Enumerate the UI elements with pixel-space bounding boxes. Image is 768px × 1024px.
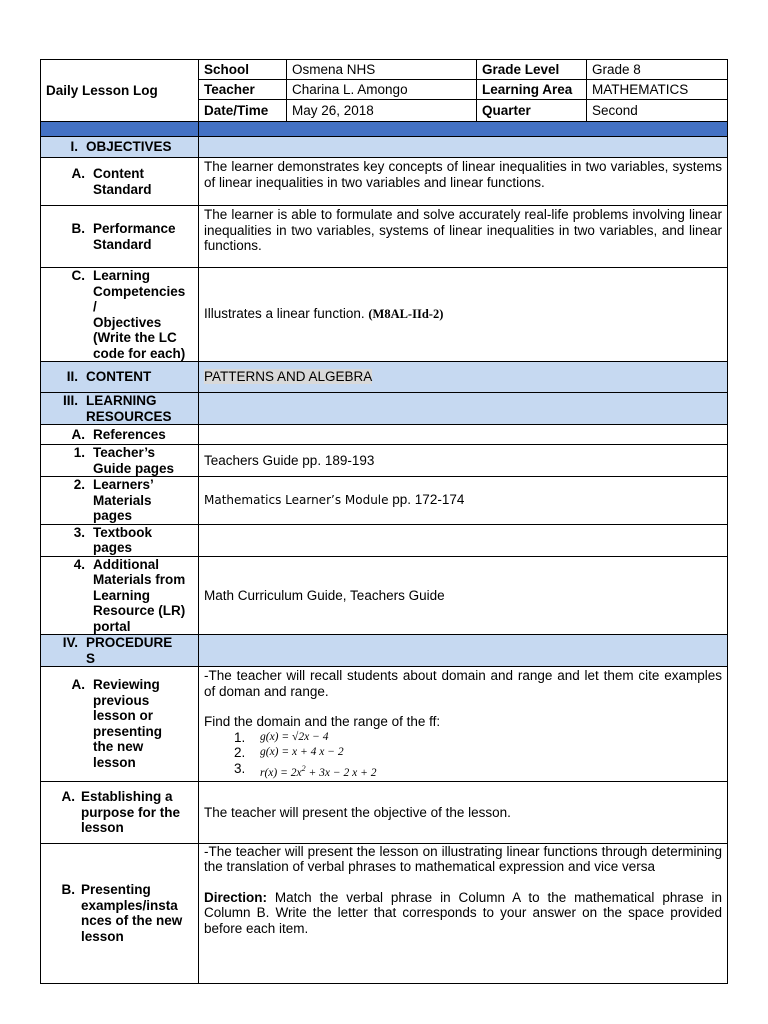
content-value: PATTERNS AND ALGEBRA <box>199 362 728 393</box>
learners-materials-value: Mathematics Learner’s Module pp. 172-174 <box>199 477 728 525</box>
find-domain-text: Find the domain and the range of the ff: <box>204 714 441 729</box>
procedures-heading-row: IV. PROCEDURE S <box>41 635 728 667</box>
lc-code: (M8AL-IId-2) <box>368 307 444 322</box>
presenting-row: B. Presenting examples/insta nces of the new lesson -The teacher will present the lesson on illustrating linear functions through determining the translation of verbal phrases to mathematical expression and vice versa Direction: Match the verbal phrase in Column A to the mathematical phrase in Column B. Write the letter that corresponds to your answer on the space provided before each item. <box>41 843 728 983</box>
area-label: Learning Area <box>477 80 587 100</box>
textbook-row: 3. Textbook pages <box>41 524 728 556</box>
teachers-guide-value: Teachers Guide pp. 189-193 <box>199 445 728 477</box>
grade-label: Grade Level <box>477 60 587 80</box>
references-row: A. References <box>41 425 728 445</box>
teachers-guide-row: 1. Teacher’s Guide pages Teachers Guide pp. 189-193 <box>41 445 728 477</box>
resources-heading-row: III. LEARNING RESOURCES <box>41 393 728 425</box>
direction-text: Direction: Match the verbal phrase in Column A to the mathematical phrase in Column B. Write the letter that corresponds to your answer on the space provided before each item. <box>204 889 722 936</box>
content-standard-row: A. Content Standard The learner demonstrates key concepts of linear inequalities in two variables, systems of linear inequalities in two variables and linear functions. <box>41 158 728 206</box>
page-title: Daily Lesson Log <box>41 60 199 122</box>
content-standard-text: The learner demonstrates key concepts of linear inequalities in two variables, systems of linear inequalities in two variables and linear functions. <box>199 158 728 206</box>
establishing-row: A. Establishing a purpose for the lesson The teacher will present the objective of the lesson. <box>41 781 728 843</box>
reviewing-text: -The teacher will recall students about domain and range and let them cite examples of doman and range. <box>204 668 722 699</box>
equation-1: 1. g(x) = √2x − 4 <box>234 729 329 745</box>
equation-3: 3. $r(x) = 2x^2 + 3x - 2$ x + 2 <box>234 760 377 779</box>
content-heading: CONTENT <box>86 369 152 385</box>
teacher-label: Teacher <box>199 80 287 100</box>
additional-materials-row: 4. Additional Materials from Learning Resource (LR) portal Math Curriculum Guide, Teachers Guide <box>41 556 728 635</box>
presenting-content <box>199 843 728 983</box>
equation-list <box>204 730 722 781</box>
teacher-value: Charina L. Amongo <box>287 80 477 100</box>
lesson-table <box>40 121 728 984</box>
establishing-text: The teacher will present the objective of the lesson. <box>199 781 728 843</box>
presenting-text: -The teacher will present the lesson on illustrating linear functions through determining the translation of verbal phrases to mathematical expression and vice versa <box>204 843 722 875</box>
blue-band-row <box>41 122 728 137</box>
learners-materials-row: 2. Learners’ Materials pages Mathematics Learner’s Module pp. 172-174 <box>41 477 728 525</box>
equation-2: 2. g(x) = x + 4 x − 2 <box>234 745 344 760</box>
grade-value: Grade 8 <box>587 60 728 80</box>
additional-materials-value: Math Curriculum Guide, Teachers Guide <box>199 556 728 635</box>
reviewing-row: A. Reviewing previous lesson or presenting the new lesson -The teacher will recall students about domain and range and let them cite examples of doman and range. Find the domain and the range of the ff: 1. g(x) = √2x − 4 2. g(x) = x + 4 x − 2 3. $r(x) = 2x^2 + 3x - 2$ x + 2 <box>41 667 728 782</box>
competencies-text: Illustrates a linear function. (M8AL-IId-2) <box>199 268 728 362</box>
school-value: Osmena NHS <box>287 60 477 80</box>
reviewing-content <box>199 667 728 782</box>
quarter-value: Second <box>587 100 728 122</box>
school-label: School <box>199 60 287 80</box>
content-heading-row: II. CONTENT PATTERNS AND ALGEBRA <box>41 362 728 393</box>
performance-standard-text: The learner is able to formulate and solve accurately real-life problems involving linear inequalities in two variables, systems of linear inequalities in two variables, and linear functions. <box>199 206 728 268</box>
objectives-heading-row: I. OBJECTIVES <box>41 137 728 158</box>
header-table <box>40 59 728 122</box>
area-value: MATHEMATICS <box>587 80 728 100</box>
objectives-heading: OBJECTIVES <box>86 139 172 155</box>
performance-standard-row: B. Performance Standard The learner is able to formulate and solve accurately real-life problems involving linear inequalities in two variables, systems of linear inequalities in two variables, and linear functions. <box>41 206 728 268</box>
quarter-label: Quarter <box>477 100 587 122</box>
competencies-row: C. Learning Competencies / Objectives (Write the LC code for each) Illustrates a linear function. (M8AL-IId-2) <box>41 268 728 362</box>
date-value: May 26, 2018 <box>287 100 477 122</box>
date-label: Date/Time <box>199 100 287 122</box>
